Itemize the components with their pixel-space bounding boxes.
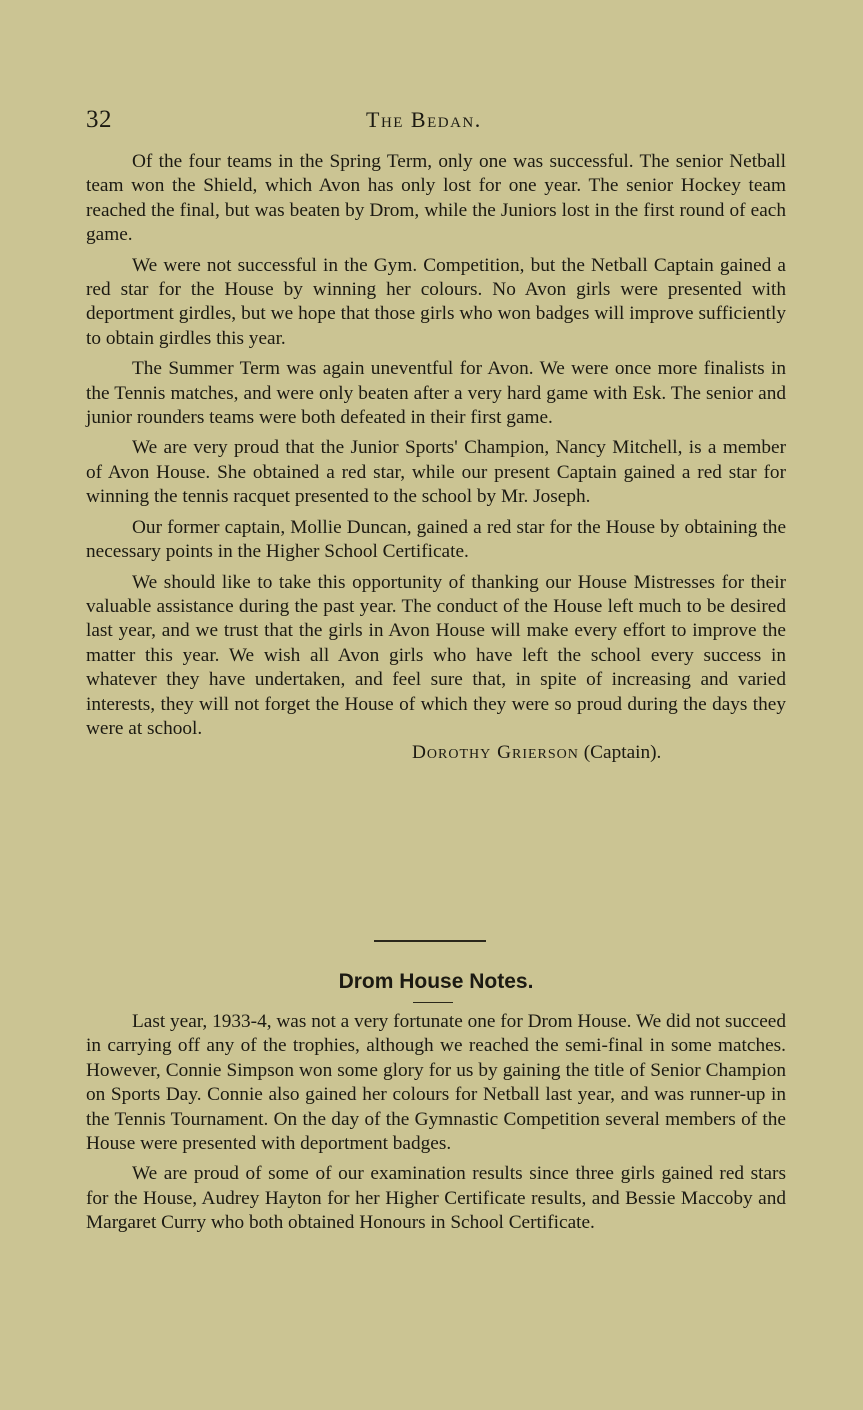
signature	[86, 741, 786, 765]
paragraph: We should like to take this opportunity of thanking our House Mistresses for their valuable assistance during the past year. The conduct of the House left much to be desired last year, and we trust that the girls in Avon House will make every effort to improve the matter this year. We wish all Avon girls who have left the school every success in whatever they have undertaken, and feel sure that, in spite of increasing and varied interests, they will not forget the House of which they were so proud during the days they were at school.	[86, 571, 786, 739]
drom-house-notes	[86, 1010, 786, 1242]
running-title: The Bedan.	[366, 107, 482, 132]
paragraph: The Summer Term was again uneventful for Avon. We were once more finalists in the Tennis matches, and were only beaten after a very hard game with Esk. The senior and junior rounders teams were both defeated in their first game.	[86, 358, 786, 429]
paragraph: We are very proud that the Junior Sports' Champion, Nancy Mitchell, is a member of Avon House. She obtained a red star, while our present Captain gained a red star for winning the tennis racquet presented to the school by Mr. Joseph.	[86, 437, 786, 508]
avon-house-notes	[86, 150, 786, 765]
signature-name: Dorothy Grierson	[412, 742, 579, 764]
paragraph: Of the four teams in the Spring Term, only one was successful. The senior Netball team won the Shield, which Avon has only lost for one year. The senior Hockey team reached the final, but was beaten by Drom, while the Juniors lost in the first round of each game.	[86, 151, 786, 246]
page-header	[86, 104, 786, 138]
signature-role: (Captain).	[583, 742, 662, 764]
section-heading: Drom House Notes.	[338, 970, 534, 993]
paragraph: Last year, 1933-4, was not a very fortunate one for Drom House. We did not succeed in carrying off any of the trophies, although we reached the semi-final in some matches. However, Connie Simpson won some glory for us by gaining the title of Senior Champion on Sports Day. Connie also gained her colours for Netball last year, and was runner-up in the Tennis Tournament. On the day of the Gymnastic Competition several members of the House were presented with deportment badges.	[86, 1011, 786, 1155]
heading-underline	[413, 1002, 453, 1003]
section-divider	[374, 940, 486, 942]
page-number: 32	[86, 106, 112, 133]
paragraph: Our former captain, Mollie Duncan, gained a red star for the House by obtaining the necessary points in the Higher School Certificate.	[86, 516, 786, 563]
paragraph: We are proud of some of our examination results since three girls gained red stars for the House, Audrey Hayton for her Higher Certificate results, and Bessie Maccoby and Margaret Curry who both obtained Honours in School Certificate.	[86, 1163, 786, 1234]
paragraph: We were not successful in the Gym. Competition, but the Netball Captain gained a red star for the House by winning her colours. No Avon girls were presented with deportment girdles, but we hope that those girls who won badges will improve sufficiently to obtain girdles this year.	[86, 254, 786, 349]
